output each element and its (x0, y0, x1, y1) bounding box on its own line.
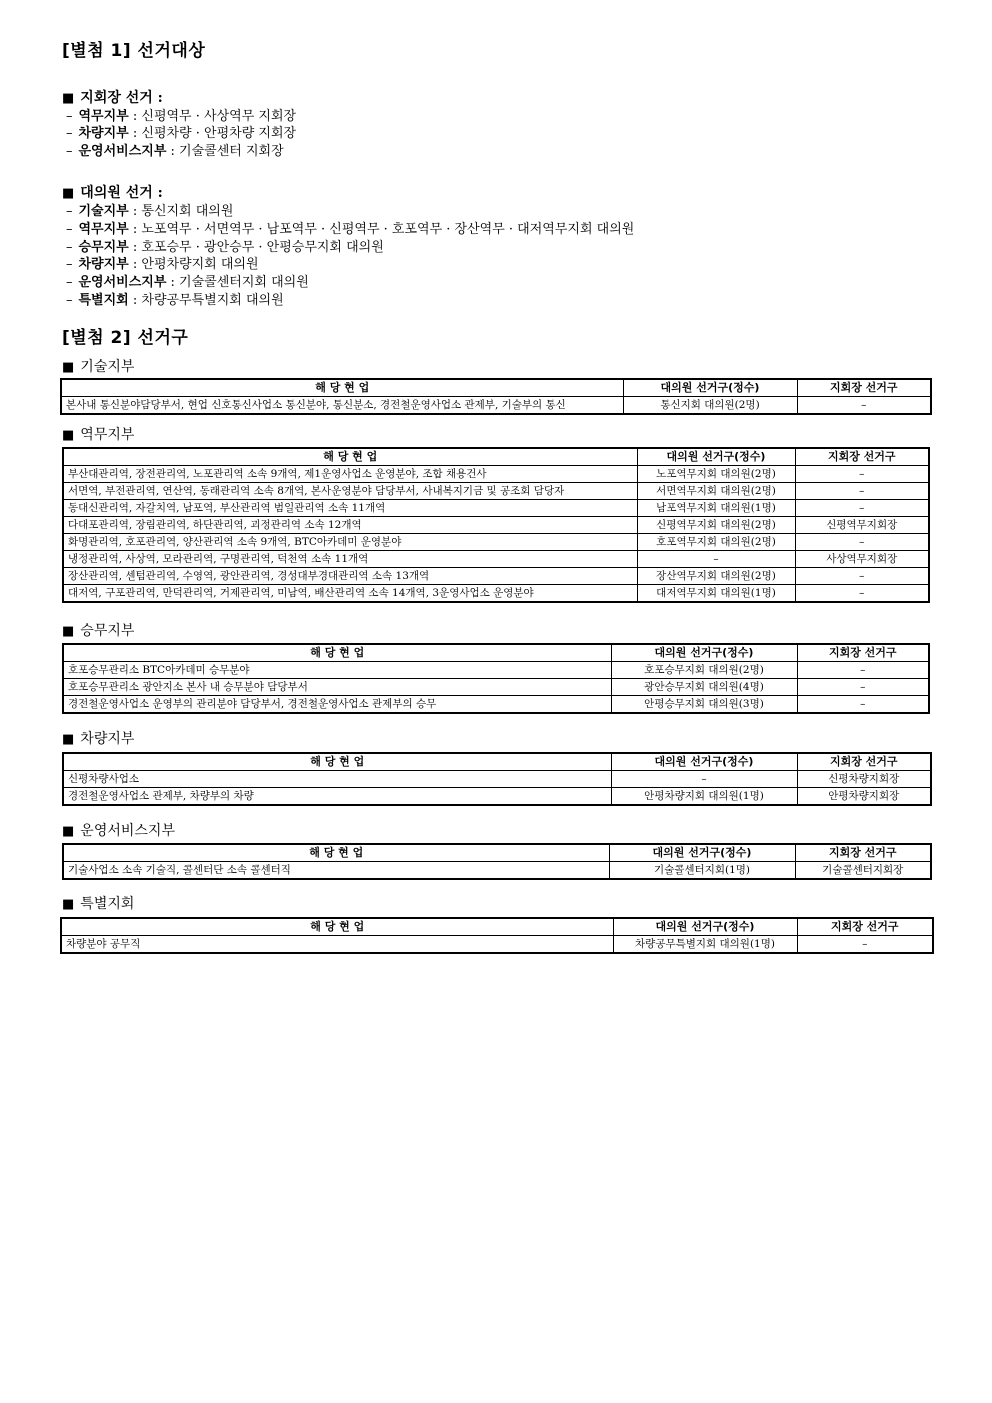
cell-head: – (795, 534, 929, 551)
table-row (63, 696, 929, 714)
table-row (63, 862, 931, 880)
square-bullet-icon: ■ (62, 732, 75, 747)
delegate-item: – 차량지부 : 안평차량지회 대의원 (66, 257, 259, 272)
col-delegate: 대의원 선거구(정수) (637, 448, 795, 466)
table-header-row (63, 844, 931, 862)
item-desc: : 안평차량지회 대의원 (132, 257, 259, 272)
item-desc: : 호포승무 · 광안승무 · 안평승무지회 대의원 (132, 240, 384, 255)
item-name: 운영서비스지부 (78, 275, 167, 290)
item-desc: : 통신지회 대의원 (132, 204, 234, 219)
service-heading (62, 820, 175, 840)
cell-delegate: 안평차량지회 대의원(1명) (611, 788, 797, 806)
col-delegate: 대의원 선거구(정수) (609, 844, 795, 862)
cell-workplace: 서면역, 부전관리역, 연산역, 동래관리역 소속 8개역, 본사운영분야 담당부서, 사내복지기금 및 공조회 담당자 (63, 483, 637, 500)
station-heading-text: 역무지부 (80, 427, 135, 443)
table-header-row (61, 918, 933, 936)
item-name: 역무지부 (78, 109, 129, 124)
cell-head: – (797, 936, 933, 954)
table-row (63, 585, 929, 603)
branch-head-item: – 역무지부 : 신평역무 · 사상역무 지회장 (66, 109, 297, 124)
delegate-item: – 운영서비스지부 : 기술콜센터지회 대의원 (66, 275, 309, 290)
table-row (63, 771, 931, 788)
col-delegate: 대의원 선거구(정수) (623, 379, 797, 397)
col-workplace: 해 당 현 업 (63, 753, 611, 771)
branch-head-item: – 차량지부 : 신평차량 · 안평차량 지회장 (66, 126, 297, 141)
cell-head: 신평차량지회장 (797, 771, 931, 788)
tech-table (60, 378, 932, 415)
item-desc: : 신평차량 · 안평차량 지회장 (132, 126, 297, 141)
cell-workplace: 동대신관리역, 자갈치역, 남포역, 부산관리역 범일관리역 소속 11개역 (63, 500, 637, 517)
cell-workplace: 차량분야 공무직 (61, 936, 613, 954)
cell-workplace: 다대포관리역, 장림관리역, 하단관리역, 괴정관리역 소속 12개역 (63, 517, 637, 534)
col-head: 지회장 선거구 (797, 918, 933, 936)
vehicle-heading (62, 728, 134, 748)
vehicle-heading-text: 차량지부 (80, 731, 135, 747)
table-row (63, 788, 931, 806)
table-row (63, 679, 929, 696)
item-desc: : 노포역무 · 서면역무 · 남포역무 · 신평역무 · 호포역무 · 장산역무 · 대저역무지회 대의원 (132, 222, 635, 237)
annex2-title: [별첨 2] 선거구 (62, 328, 189, 348)
cell-head: – (797, 397, 931, 415)
cell-delegate: 기술콜센터지회(1명) (609, 862, 795, 880)
table-row (63, 568, 929, 585)
cell-delegate: – (611, 771, 797, 788)
cell-workplace: 장산관리역, 센텀관리역, 수영역, 광안관리역, 경성대부경대관리역 소속 13개역 (63, 568, 637, 585)
branch-head-heading-text: 지회장 선거 : (80, 90, 163, 106)
table-row (63, 466, 929, 483)
col-workplace: 해 당 현 업 (61, 379, 623, 397)
cell-head: – (795, 585, 929, 603)
col-head: 지회장 선거구 (795, 844, 931, 862)
delegate-item: – 기술지부 : 통신지회 대의원 (66, 204, 234, 219)
item-desc: : 신평역무 · 사상역무 지회장 (132, 109, 297, 124)
special-heading-text: 특별지회 (80, 896, 135, 912)
square-bullet-icon: ■ (62, 360, 75, 375)
item-name: 역무지부 (78, 222, 129, 237)
square-bullet-icon: ■ (62, 91, 75, 106)
item-name: 특별지회 (78, 293, 129, 308)
item-name: 기술지부 (78, 204, 129, 219)
special-table (60, 917, 934, 954)
col-head: 지회장 선거구 (797, 644, 929, 662)
table-row (63, 517, 929, 534)
cell-delegate: 광안승무지회 대의원(4명) (611, 679, 797, 696)
delegate-item: – 승무지부 : 호포승무 · 광안승무 · 안평승무지회 대의원 (66, 240, 384, 255)
cell-head: – (795, 483, 929, 500)
crew-heading (62, 620, 134, 640)
tech-heading (62, 356, 134, 376)
cell-workplace: 부산대관리역, 장전관리역, 노포관리역 소속 9개역, 제1운영사업소 운영분야, 조합 채용건사 (63, 466, 637, 483)
table-row (63, 500, 929, 517)
cell-workplace: 기술사업소 소속 기술직, 콜센터단 소속 콜센터직 (63, 862, 609, 880)
cell-head: 신평역무지회장 (795, 517, 929, 534)
table-row (61, 936, 933, 954)
square-bullet-icon: ■ (62, 186, 75, 201)
table-row (61, 397, 931, 415)
special-heading (62, 893, 134, 913)
cell-head: – (795, 568, 929, 585)
cell-head: 기술콜센터지회장 (795, 862, 931, 880)
cell-workplace: 경전철운영사업소 운영부의 관리분야 담당부서, 경전철운영사업소 관제부의 승무 (63, 696, 611, 714)
table-header-row (61, 379, 931, 397)
cell-workplace: 호포승무관리소 광안지소 본사 내 승무분야 담당부서 (63, 679, 611, 696)
cell-head: – (795, 500, 929, 517)
col-workplace: 해 당 현 업 (63, 644, 611, 662)
delegate-item: – 역무지부 : 노포역무 · 서면역무 · 남포역무 · 신평역무 · 호포역무 · 장산역무 · 대저역무지회 대의원 (66, 222, 635, 237)
table-row (63, 483, 929, 500)
square-bullet-icon: ■ (62, 624, 75, 639)
item-name: 승무지부 (78, 240, 129, 255)
cell-workplace: 화명관리역, 호포관리역, 양산관리역 소속 9개역, BTC아카데미 운영분야 (63, 534, 637, 551)
cell-workplace: 경전철운영사업소 관제부, 차량부의 차량 (63, 788, 611, 806)
branch-head-heading (62, 87, 163, 107)
item-desc: : 기술콜센터 지회장 (170, 144, 284, 159)
cell-workplace: 본사내 통신분야담당부서, 현업 신호통신사업소 통신분야, 통신분소, 경전철운영사업소 관제부, 기술부의 통신 (61, 397, 623, 415)
station-table (62, 447, 930, 603)
cell-head: – (797, 696, 929, 714)
cell-head: – (797, 662, 929, 679)
table-row (63, 551, 929, 568)
vehicle-table (62, 752, 932, 806)
cell-head: 안평차량지회장 (797, 788, 931, 806)
square-bullet-icon: ■ (62, 824, 75, 839)
table-row (63, 662, 929, 679)
item-name: 차량지부 (78, 257, 129, 272)
cell-head: 사상역무지회장 (795, 551, 929, 568)
annex1-title: [별첨 1] 선거대상 (62, 41, 206, 61)
cell-head: – (795, 466, 929, 483)
table-row (63, 534, 929, 551)
col-head: 지회장 선거구 (797, 753, 931, 771)
cell-head: – (797, 679, 929, 696)
service-table (62, 843, 932, 880)
crew-heading-text: 승무지부 (80, 623, 135, 639)
table-header-row (63, 448, 929, 466)
cell-delegate: 남포역무지회 대의원(1명) (637, 500, 795, 517)
cell-delegate: 서면역무지회 대의원(2명) (637, 483, 795, 500)
square-bullet-icon: ■ (62, 428, 75, 443)
crew-table (62, 643, 930, 714)
item-desc: : 차량공무특별지회 대의원 (132, 293, 284, 308)
cell-delegate: – (637, 551, 795, 568)
service-heading-text: 운영서비스지부 (80, 823, 175, 839)
item-name: 차량지부 (78, 126, 129, 141)
cell-delegate: 호포승무지회 대의원(2명) (611, 662, 797, 679)
item-desc: : 기술콜센터지회 대의원 (170, 275, 309, 290)
table-header-row (63, 753, 931, 771)
delegate-item: – 특별지회 : 차량공무특별지회 대의원 (66, 293, 284, 308)
col-head: 지회장 선거구 (797, 379, 931, 397)
col-delegate: 대의원 선거구(정수) (613, 918, 797, 936)
cell-workplace: 호포승무관리소 BTC아카데미 승무분야 (63, 662, 611, 679)
cell-delegate: 통신지회 대의원(2명) (623, 397, 797, 415)
col-head: 지회장 선거구 (795, 448, 929, 466)
branch-head-item: – 운영서비스지부 : 기술콜센터 지회장 (66, 144, 284, 159)
cell-workplace: 신평차량사업소 (63, 771, 611, 788)
col-delegate: 대의원 선거구(정수) (611, 644, 797, 662)
cell-delegate: 차량공무특별지회 대의원(1명) (613, 936, 797, 954)
col-workplace: 해 당 현 업 (61, 918, 613, 936)
col-workplace: 해 당 현 업 (63, 844, 609, 862)
delegate-heading (62, 182, 163, 202)
cell-delegate: 안평승무지회 대의원(3명) (611, 696, 797, 714)
table-header-row (63, 644, 929, 662)
cell-workplace: 냉정관리역, 사상역, 모라관리역, 구명관리역, 덕천역 소속 11개역 (63, 551, 637, 568)
cell-delegate: 호포역무지회 대의원(2명) (637, 534, 795, 551)
square-bullet-icon: ■ (62, 897, 75, 912)
cell-delegate: 신평역무지회 대의원(2명) (637, 517, 795, 534)
item-name: 운영서비스지부 (78, 144, 167, 159)
cell-workplace: 대저역, 구포관리역, 만덕관리역, 거제관리역, 미남역, 배산관리역 소속 14개역, 3운영사업소 운영분야 (63, 585, 637, 603)
col-workplace: 해 당 현 업 (63, 448, 637, 466)
col-delegate: 대의원 선거구(정수) (611, 753, 797, 771)
tech-heading-text: 기술지부 (80, 359, 135, 375)
cell-delegate: 노포역무지회 대의원(2명) (637, 466, 795, 483)
delegate-heading-text: 대의원 선거 : (80, 185, 163, 201)
station-heading (62, 424, 134, 444)
cell-delegate: 장산역무지회 대의원(2명) (637, 568, 795, 585)
cell-delegate: 대저역무지회 대의원(1명) (637, 585, 795, 603)
